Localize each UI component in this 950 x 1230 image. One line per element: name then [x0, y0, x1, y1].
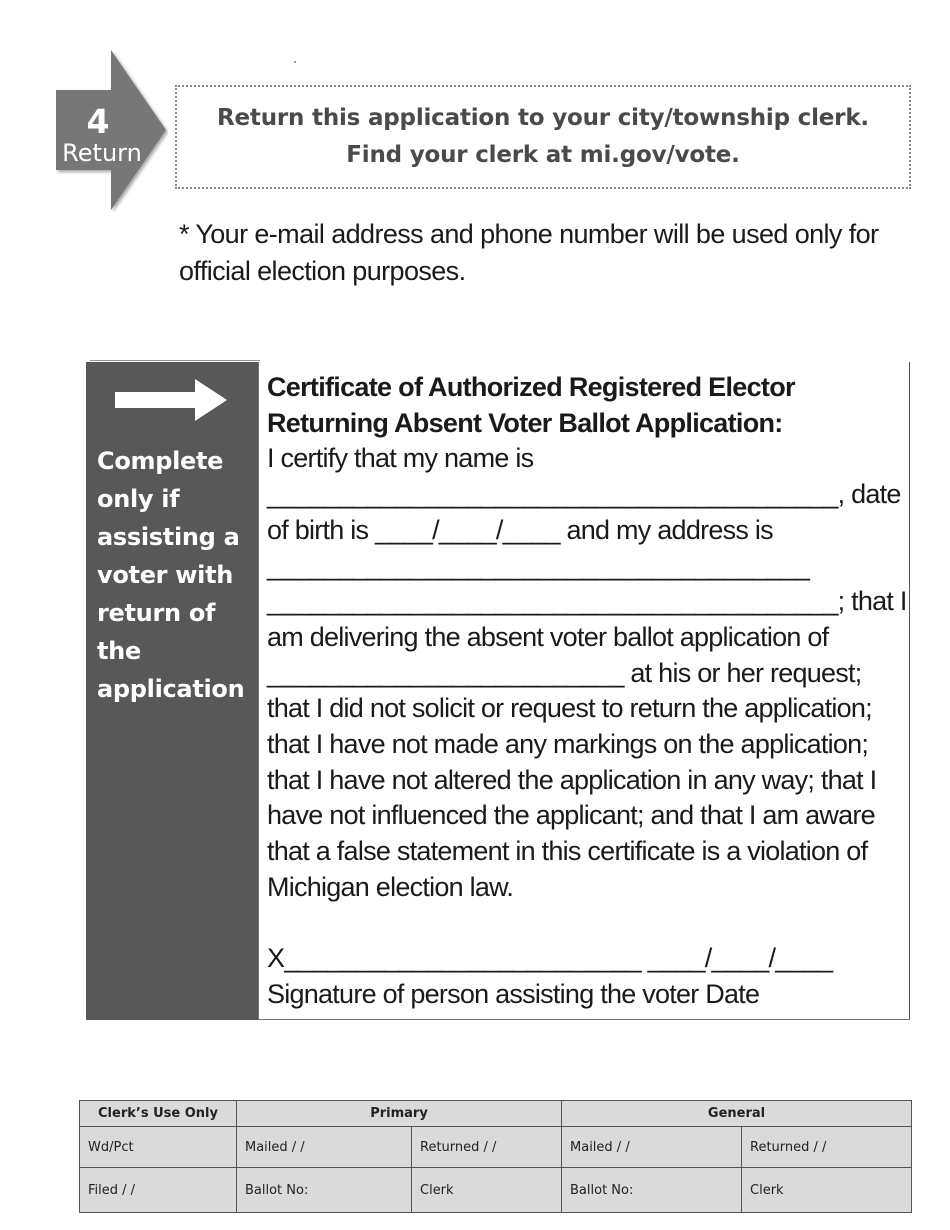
sidebar-instruction-line: the: [97, 637, 141, 665]
certificate-statement-line: am delivering the absent voter ballot application of: [267, 621, 829, 652]
clerk-use-table: [79, 1100, 912, 1213]
general-ballot-no-cell: Ballot No:: [562, 1168, 742, 1213]
sidebar-instruction-line: return of: [97, 599, 216, 627]
signature-block: [267, 940, 907, 1012]
certificate-statement-line: _________________________ at his or her request;: [267, 657, 862, 688]
certificate-title-line-2: Returning Absent Voter Ballot Application:: [267, 407, 783, 438]
certificate-statement-line: ________________________________________; that I: [267, 586, 907, 617]
sidebar-instruction: [97, 442, 257, 708]
filed-cell: Filed / /: [80, 1168, 237, 1213]
certificate-top-rule: [90, 360, 260, 361]
primary-mailed-cell: Mailed / /: [237, 1127, 412, 1168]
certificate-border-right: [909, 362, 910, 1020]
general-mailed-cell: Mailed / /: [562, 1127, 742, 1168]
clerk-table-header-row: [80, 1101, 912, 1127]
certificate-statement-line: I certify that my name is: [267, 443, 534, 474]
certificate-statement-line: ________________________________________, date: [267, 479, 901, 510]
signature-caption: Signature of person assisting the voter Date: [267, 979, 760, 1009]
certificate-statement-line: of birth is ____/____/____ and my address is: [267, 514, 773, 545]
certificate-title-line-1: Certificate of Authorized Registered Elector: [267, 372, 795, 402]
primary-clerk-cell: Clerk: [412, 1168, 562, 1213]
sidebar-instruction-line: application: [97, 675, 245, 703]
sidebar-instruction-line: voter with: [97, 561, 234, 589]
primary-header: Primary: [237, 1101, 562, 1127]
sidebar-instruction-line: Complete: [97, 447, 224, 475]
clerk-use-only-header: Clerk’s Use Only: [80, 1101, 237, 1127]
certificate-statement-line: that I have not altered the application in any way; that I: [267, 764, 877, 795]
general-header: General: [562, 1101, 912, 1127]
privacy-note: [179, 216, 919, 290]
certificate-border-left: [258, 362, 259, 1020]
certificate-statement-line: that I have not made any markings on the application;: [267, 729, 869, 760]
sidebar-instruction-line: only if: [97, 485, 180, 513]
clerk-table-row: [80, 1127, 912, 1168]
privacy-note-line-1: * Your e-mail address and phone number will be used only for: [179, 219, 879, 249]
certificate-body: [267, 370, 907, 906]
wd-pct-cell: Wd/Pct: [80, 1127, 237, 1168]
primary-ballot-no-cell: Ballot No:: [237, 1168, 412, 1213]
general-returned-cell: Returned / /: [742, 1127, 912, 1168]
certificate-border-bottom: [258, 1019, 910, 1020]
clerk-table-row: [80, 1168, 912, 1213]
certificate-statement-line: that a false statement in this certificate is a violation of: [267, 836, 868, 867]
certificate-statement-line: have not influenced the applicant; and that I am aware: [267, 800, 875, 831]
return-instruction-line-2: Find your clerk at mi.gov/vote.: [346, 142, 740, 168]
primary-returned-cell: Returned / /: [412, 1127, 562, 1168]
sidebar-instruction-line: assisting a: [97, 523, 240, 551]
return-instruction-line-1: Return this application to your city/township clerk.: [217, 105, 869, 131]
general-clerk-cell: Clerk: [742, 1168, 912, 1213]
certificate-statement: [267, 441, 907, 905]
certificate-statement-line: ______________________________________: [267, 550, 810, 581]
step-label: Return: [62, 139, 142, 167]
signature-date-line: X_________________________ ____/____/____: [267, 943, 833, 973]
step-number: 4: [86, 102, 110, 141]
certificate-statement-line: Michigan election law.: [267, 871, 514, 902]
privacy-note-line-2: official election purposes.: [179, 256, 466, 286]
return-instructions-box: [175, 85, 911, 189]
certificate-statement-line: that I did not solicit or request to return the application;: [267, 693, 872, 724]
certificate-sidebar: [86, 362, 258, 1020]
stray-mark: [294, 61, 296, 63]
right-arrow-icon: [115, 379, 227, 421]
